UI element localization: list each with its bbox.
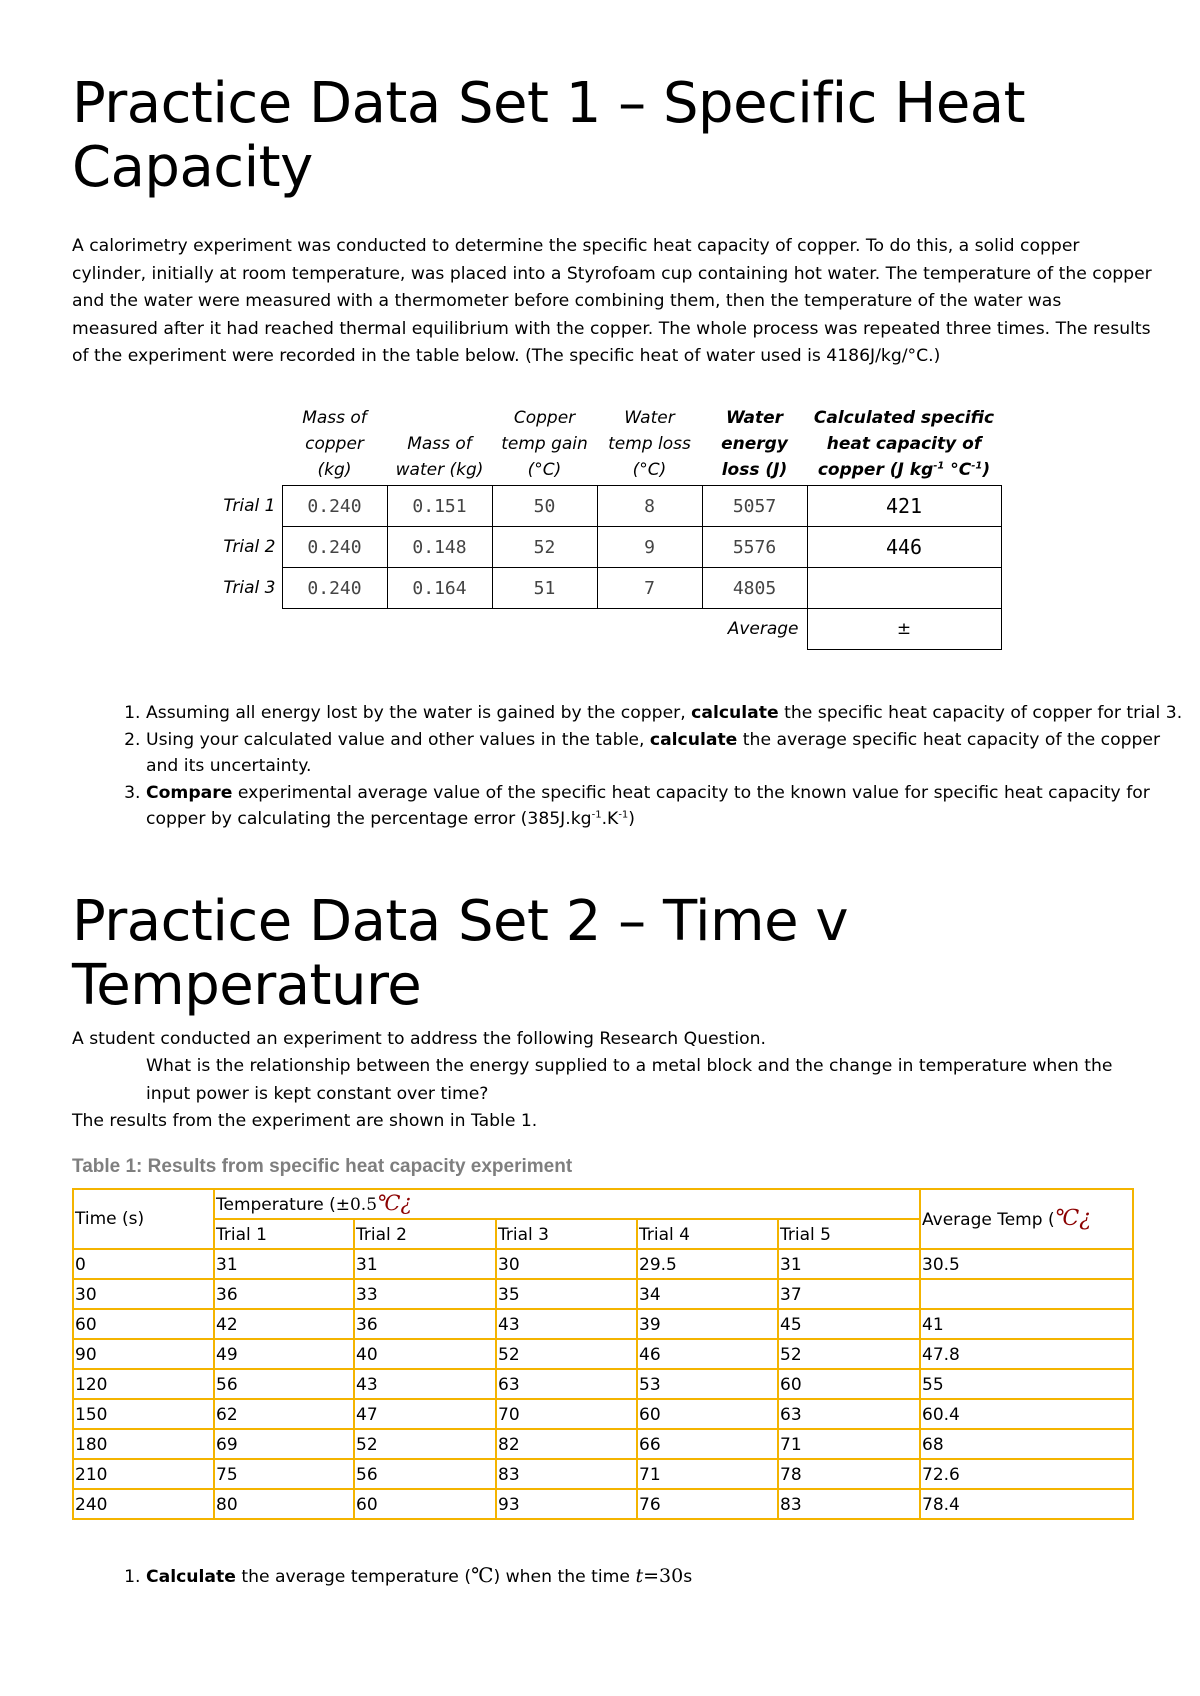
- cell-trial-1: 42: [214, 1309, 354, 1339]
- cell-trial-3: 82: [496, 1429, 637, 1459]
- header-mass-water: Mass of water (kg): [395, 434, 484, 480]
- cell-calc-shc: 421: [807, 486, 1001, 527]
- cell-trial-2: 47: [354, 1399, 496, 1429]
- header-trial: Trial 2: [354, 1219, 496, 1249]
- cell-water-energy: 5576: [702, 527, 807, 568]
- cell-trial-3: 70: [496, 1399, 637, 1429]
- table-row: [202, 527, 1001, 568]
- cell-calc-shc: 446: [807, 527, 1001, 568]
- cell-calc-shc: [807, 568, 1001, 609]
- table-row: [73, 1399, 1133, 1429]
- table-row: [73, 1369, 1133, 1399]
- cell-trial-5: 63: [778, 1399, 920, 1429]
- question-item: 1. Assuming all energy lost by the water is gained by the copper, calculate the specific heat capacity of copper for trial 3.: [146, 700, 1196, 727]
- cell-time: 30: [73, 1279, 214, 1309]
- table-header-row: [73, 1189, 1133, 1219]
- cell-trial-2: 36: [354, 1309, 496, 1339]
- header-temperature: Temperature (±0.5℃¿: [214, 1189, 920, 1219]
- cell-trial-3: 35: [496, 1279, 637, 1309]
- cell-average: 55: [920, 1369, 1133, 1399]
- header-trial: Trial 1: [214, 1219, 354, 1249]
- cell-water-energy: 4805: [702, 568, 807, 609]
- cell-average: 72.6: [920, 1459, 1133, 1489]
- header-time: Time (s): [73, 1189, 214, 1249]
- cell-average: [920, 1279, 1133, 1309]
- temperature-table: [72, 1188, 1134, 1520]
- cell-mass-water: 0.148: [387, 527, 492, 568]
- table-row: [73, 1339, 1133, 1369]
- header-water-energy: Water energy loss (J): [721, 408, 788, 480]
- cell-trial-1: 62: [214, 1399, 354, 1429]
- cell-mass-water: 0.164: [387, 568, 492, 609]
- cell-trial-4: 60: [637, 1399, 778, 1429]
- cell-average: 41: [920, 1309, 1133, 1339]
- table-row: [73, 1309, 1133, 1339]
- section2-questions: [100, 1562, 1196, 1591]
- cell-average: 60.4: [920, 1399, 1133, 1429]
- cell-trial-4: 53: [637, 1369, 778, 1399]
- cell-trial-4: 66: [637, 1429, 778, 1459]
- header-copper-gain: Copper temp gain (°C): [501, 408, 588, 480]
- cell-mass-copper: 0.240: [282, 568, 387, 609]
- cell-time: 120: [73, 1369, 214, 1399]
- cell-trial-1: 49: [214, 1339, 354, 1369]
- cell-average: 30.5: [920, 1249, 1133, 1279]
- cell-average: 47.8: [920, 1339, 1133, 1369]
- cell-trial-1: 36: [214, 1279, 354, 1309]
- cell-trial-1: 56: [214, 1369, 354, 1399]
- cell-time: 150: [73, 1399, 214, 1429]
- cell-time: 240: [73, 1489, 214, 1519]
- cell-trial-5: 37: [778, 1279, 920, 1309]
- table-row: [73, 1429, 1133, 1459]
- cell-trial-4: 76: [637, 1489, 778, 1519]
- cell-trial-1: 80: [214, 1489, 354, 1519]
- cell-time: 210: [73, 1459, 214, 1489]
- cell-trial-2: 52: [354, 1429, 496, 1459]
- row-label: Trial 3: [223, 578, 276, 598]
- table-header-row: [202, 405, 1001, 486]
- cell-trial-1: 69: [214, 1429, 354, 1459]
- cell-trial-5: 45: [778, 1309, 920, 1339]
- cell-water-loss: 7: [597, 568, 702, 609]
- cell-time: 180: [73, 1429, 214, 1459]
- cell-trial-5: 83: [778, 1489, 920, 1519]
- cell-trial-5: 60: [778, 1369, 920, 1399]
- table-caption: Table 1: Results from specific heat capacity experiment: [72, 1156, 573, 1177]
- cell-trial-2: 56: [354, 1459, 496, 1489]
- table-row: [73, 1459, 1133, 1489]
- header-average-temp: Average Temp (℃¿: [920, 1189, 1133, 1249]
- cell-trial-4: 71: [637, 1459, 778, 1489]
- cell-mass-water: 0.151: [387, 486, 492, 527]
- header-mass-copper: Mass of copper (kg): [302, 408, 367, 480]
- cell-trial-3: 43: [496, 1309, 637, 1339]
- cell-water-energy: 5057: [702, 486, 807, 527]
- section1-title: Practice Data Set 1 – Specific Heat Capacity: [72, 71, 1026, 200]
- table-row: [73, 1489, 1133, 1519]
- research-question: What is the relationship between the energy supplied to a metal block and the change in temperature when the input power is kept constant over time?: [146, 1056, 1113, 1104]
- average-value: ±: [807, 609, 1001, 650]
- header-water-loss: Water temp loss (°C): [608, 408, 691, 480]
- section2-intro: A student conducted an experiment to address the following Research Question.: [72, 1029, 767, 1049]
- copper-data-table: [202, 405, 1002, 650]
- row-label: Trial 1: [223, 496, 276, 516]
- cell-trial-2: 40: [354, 1339, 496, 1369]
- cell-mass-copper: 0.240: [282, 527, 387, 568]
- cell-trial-5: 71: [778, 1429, 920, 1459]
- cell-trial-2: 60: [354, 1489, 496, 1519]
- cell-trial-5: 31: [778, 1249, 920, 1279]
- section1-questions: [100, 700, 1196, 833]
- cell-trial-4: 29.5: [637, 1249, 778, 1279]
- cell-time: 60: [73, 1309, 214, 1339]
- table-row: [73, 1279, 1133, 1309]
- temperature-table-body: [73, 1249, 1133, 1519]
- cell-trial-1: 31: [214, 1249, 354, 1279]
- cell-trial-4: 46: [637, 1339, 778, 1369]
- cell-trial-4: 34: [637, 1279, 778, 1309]
- cell-trial-2: 33: [354, 1279, 496, 1309]
- cell-trial-4: 39: [637, 1309, 778, 1339]
- section2-intro-results: The results from the experiment are shown in Table 1.: [72, 1111, 538, 1131]
- cell-trial-3: 63: [496, 1369, 637, 1399]
- question-item: 1. Calculate the average temperature (℃) when the time t=30s: [146, 1562, 1196, 1591]
- header-trial: Trial 5: [778, 1219, 920, 1249]
- cell-trial-3: 52: [496, 1339, 637, 1369]
- table-row: [202, 568, 1001, 609]
- table-row: [73, 1249, 1133, 1279]
- cell-copper-gain: 52: [492, 527, 597, 568]
- average-label: Average: [727, 619, 799, 640]
- section1-intro: A calorimetry experiment was conducted to determine the specific heat capacity of copper. To do this, a solid copper cylinder, initially at room temperature, was placed into a Styrofoam cup containing hot water. The temperature of the copper and the water were measured with a thermometer before combining them, then the temperature of the water was measured after it had reached thermal equilibrium with the copper. The whole process was repeated three times. The results of the experiment were recorded in the table below. (The specific heat of water used is 4186J/kg/°C.): [72, 236, 1152, 366]
- cell-trial-1: 75: [214, 1459, 354, 1489]
- cell-trial-2: 43: [354, 1369, 496, 1399]
- table-row: [202, 486, 1001, 527]
- cell-trial-3: 93: [496, 1489, 637, 1519]
- cell-water-loss: 9: [597, 527, 702, 568]
- header-trial: Trial 3: [496, 1219, 637, 1249]
- cell-trial-3: 83: [496, 1459, 637, 1489]
- cell-trial-2: 31: [354, 1249, 496, 1279]
- cell-mass-copper: 0.240: [282, 486, 387, 527]
- header-trial: Trial 4: [637, 1219, 778, 1249]
- header-calc-shc: Calculated specific heat capacity of copper (J $kg^{-1}$ $^\circ C^{-1}$): [813, 408, 995, 480]
- cell-copper-gain: 51: [492, 568, 597, 609]
- cell-average: 78.4: [920, 1489, 1133, 1519]
- cell-water-loss: 8: [597, 486, 702, 527]
- cell-time: 90: [73, 1339, 214, 1369]
- question-item: 3. Compare experimental average value of the specific heat capacity to the known value for specific heat capacity for copper by calculating the percentage error $(385J.kg^{-1}.K^{-1})$: [146, 780, 1196, 833]
- question-item: 2. Using your calculated value and other values in the table, calculate the average specific heat capacity of the copper and its uncertainty.: [146, 727, 1196, 780]
- cell-average: 68: [920, 1429, 1133, 1459]
- cell-trial-5: 52: [778, 1339, 920, 1369]
- average-row: [202, 609, 1001, 650]
- row-label: Trial 2: [223, 537, 276, 557]
- cell-trial-5: 78: [778, 1459, 920, 1489]
- cell-time: 0: [73, 1249, 214, 1279]
- section2-title: Practice Data Set 2 – Time v Temperature: [72, 889, 848, 1018]
- cell-copper-gain: 50: [492, 486, 597, 527]
- cell-trial-3: 30: [496, 1249, 637, 1279]
